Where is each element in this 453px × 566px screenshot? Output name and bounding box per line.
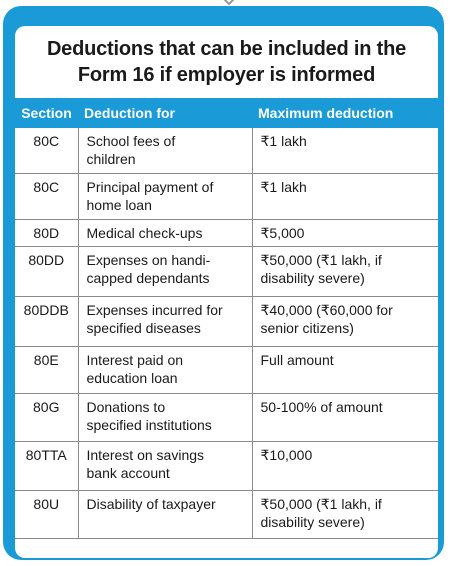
deduction-line: Donations to [86, 398, 166, 415]
max-deduction-cell [252, 490, 438, 538]
deduction-line: Expenses on handi- [86, 251, 211, 268]
table-row [15, 346, 438, 393]
deduction-line: specified diseases [86, 319, 201, 336]
deduction-cell [78, 173, 252, 219]
deduction-line: specified institutions [86, 416, 212, 433]
section-cell: 80G [15, 393, 78, 441]
max-deduction-cell [252, 173, 438, 219]
max-deduction-cell [252, 346, 438, 393]
max-deduction-cell [252, 393, 438, 441]
deduction-line: Disability of taxpayer [86, 495, 216, 512]
title-line-2: Form 16 if employer is informed [77, 64, 376, 86]
max-line: senior citizens) [260, 319, 354, 336]
deduction-line: Principal payment of [86, 178, 214, 195]
section-cell: 80D [15, 219, 78, 246]
section-cell: 80U [15, 490, 78, 538]
max-deduction-cell [252, 219, 438, 246]
deduction-line: bank account [86, 464, 170, 481]
deduction-line: School fees of [86, 133, 176, 149]
deduction-line: education loan [86, 369, 178, 386]
max-line: ₹40,000 (₹60,000 for [260, 301, 393, 318]
table-title [15, 26, 438, 98]
max-line: 50-100% of amount [260, 398, 383, 415]
table-frame [3, 6, 444, 560]
deduction-line: capped dependants [86, 269, 210, 286]
max-deduction-cell [252, 128, 438, 173]
deduction-line: children [86, 151, 136, 167]
section-cell: 80E [15, 346, 78, 393]
table-row [15, 219, 438, 246]
table-card [15, 26, 438, 558]
max-line: ₹50,000 (₹1 lakh, if [260, 495, 382, 512]
max-deduction-cell [252, 246, 438, 296]
deduction-cell [78, 441, 252, 490]
max-line: ₹1 lakh [260, 133, 307, 149]
header-deduction-for: Deduction for [78, 98, 252, 128]
max-line: disability severe) [260, 513, 365, 530]
max-line: ₹50,000 (₹1 lakh, if [260, 251, 382, 268]
max-line: ₹10,000 [260, 446, 313, 463]
table-row [15, 296, 438, 346]
section-cell: 80C [15, 173, 78, 219]
table-row [15, 393, 438, 441]
header-maximum-deduction: Maximum deduction [252, 98, 438, 128]
deduction-cell [78, 128, 252, 173]
deduction-line: Interest paid on [86, 351, 184, 368]
deduction-line: Medical check-ups [86, 224, 203, 241]
deduction-cell [78, 346, 252, 393]
max-line: disability severe) [260, 269, 365, 286]
max-deduction-cell [252, 441, 438, 490]
deduction-cell [78, 490, 252, 538]
deduction-cell [78, 219, 252, 246]
deduction-cell [78, 246, 252, 296]
deduction-line: Interest on savings [86, 446, 205, 463]
max-line: ₹5,000 [260, 224, 305, 241]
max-line: Full amount [260, 351, 334, 368]
deduction-cell [78, 296, 252, 346]
max-line: ₹1 lakh [260, 178, 307, 195]
deduction-line: Expenses incurred for [86, 301, 223, 318]
header-section: Section [15, 98, 78, 128]
max-deduction-cell [252, 296, 438, 346]
table-row [15, 128, 438, 173]
table-row [15, 441, 438, 490]
deduction-cell [78, 393, 252, 441]
header-row [15, 98, 438, 128]
table-row [15, 173, 438, 219]
deduction-line: home loan [86, 196, 152, 213]
section-cell: 80DD [15, 246, 78, 296]
table-row [15, 246, 438, 296]
title-line-1: Deductions that can be included in the [46, 38, 407, 60]
section-cell: 80TTA [15, 441, 78, 490]
table-row [15, 490, 438, 538]
deductions-table [15, 98, 438, 539]
section-cell: 80DDB [15, 296, 78, 346]
section-cell: 80C [15, 128, 78, 173]
